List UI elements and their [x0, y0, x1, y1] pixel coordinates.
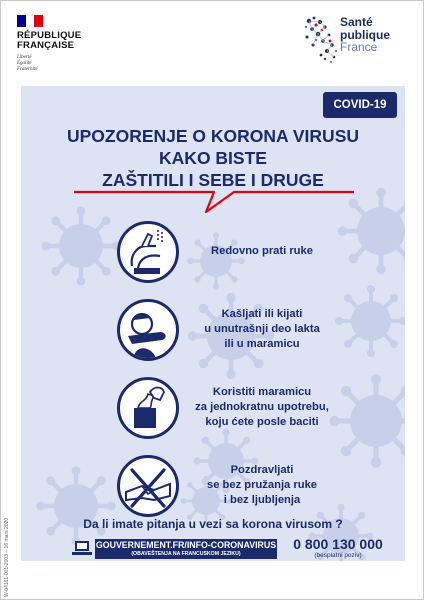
sante-publique-line1: Santé [340, 15, 373, 29]
sante-publique-line3: France [340, 40, 378, 54]
hotline-number[interactable]: 0 800 130 000 [293, 536, 383, 552]
info-url-note: (OBAVEŠTENJA NA FRANCUSKOM JEZIKU) [131, 551, 241, 557]
hotline-note: (besplatni poziv) [314, 552, 362, 559]
headline [21, 125, 405, 191]
headline-line1: UPOZORENJE O KORONA VIRUSU [66, 126, 360, 146]
question-text: Da li imate pitanja u vezi sa korona virusom ? [83, 517, 343, 531]
sante-publique-france-logo [303, 15, 413, 67]
info-link[interactable] [95, 539, 277, 559]
no-handshake-icon [117, 455, 179, 517]
hotline [283, 537, 393, 560]
republique-francaise-motto: Liberté Égalité Fraternité [17, 55, 38, 72]
main-panel [21, 86, 405, 561]
covid-badge: COVID-19 [323, 92, 397, 118]
advice-text-tissue: Koristiti maramicu za jednokratnu upotrebu, koju ćete posle baciti [195, 385, 329, 428]
advice-item-tissue [21, 372, 405, 442]
advice-item-no-handshake [21, 450, 405, 520]
hand-washing-icon [117, 221, 179, 283]
sante-publique-network-icon [303, 15, 339, 65]
laptop-icon [72, 540, 92, 556]
speech-bubble-underline-icon [74, 190, 354, 216]
info-url[interactable]: GOUVERNEMENT.FR/INFO-CORONAVIRUS [95, 540, 277, 550]
french-flag-icon [17, 15, 43, 27]
sante-publique-line2: publique [340, 27, 390, 42]
sante-publique-france-wordmark [340, 16, 390, 54]
cough-into-elbow-icon [117, 299, 179, 361]
republique-francaise-name: RÉPUBLIQUE FRANÇAISE [17, 30, 82, 51]
headline-line2: KAKO BISTE [159, 148, 267, 168]
header [1, 1, 423, 83]
advice-item-cough-elbow [21, 294, 405, 364]
contact-footer [21, 536, 405, 561]
document-reference: W-04161-001-2003 – 16 mars 2020 [4, 517, 10, 597]
advice-text-wash-hands: Redovno prati ruke [211, 244, 313, 257]
headline-line3: ZAŠTITILI I SEBE I DRUGE [102, 170, 324, 190]
advice-text-cough-elbow: Kašljati ili kijati u unutrašnji deo lakta ili u maramicu [204, 307, 320, 350]
advice-text-no-handshake: Pozdravljati se bez pružanja ruke i bez ljubljenja [206, 463, 318, 506]
republique-francaise-logo [17, 15, 97, 73]
tissue-box-icon [117, 377, 179, 439]
advice-item-wash-hands [21, 216, 405, 286]
